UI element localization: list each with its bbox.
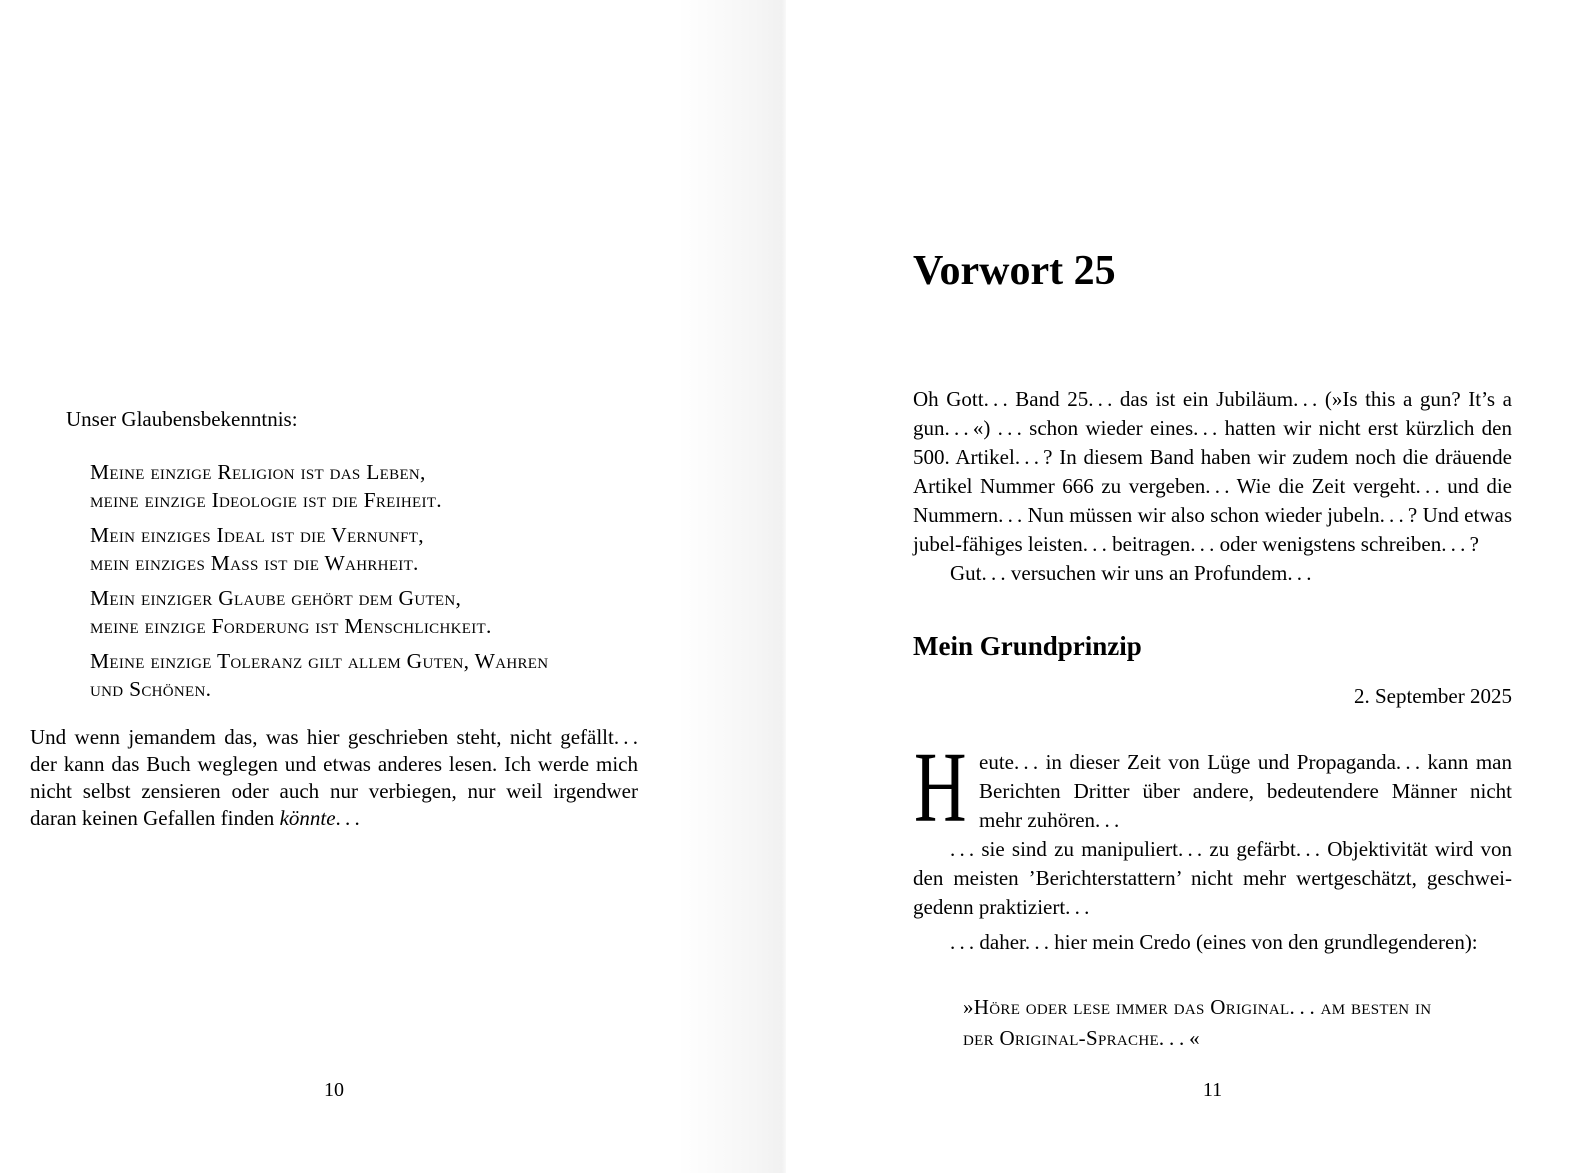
paragraph: . . . sie sind zu manipuliert. . . zu gefärbt. . . Objektivität wird von den meisten ’Berichterstattern’ nicht mehr wertgeschätzt, geschwei-gedenn praktiziert. . . — [913, 837, 1512, 919]
page-number-left: 10 — [324, 1079, 344, 1101]
page-number-right: 11 — [1202, 1079, 1223, 1101]
paragraph: eute. . . in dieser Zeit von Lüge und Propaganda. . . kann man Berichten Dritter über andere, bedeutendere Männer nicht mehr zuhören. . . — [979, 750, 1512, 832]
date-line: 2. September 2025 — [1353, 684, 1512, 708]
creed-block — [90, 458, 548, 710]
creed-stanza: Mein einziger Glaube gehört dem Guten, meine einzige Forderung ist Menschlichkeit. — [90, 586, 492, 638]
right-page — [786, 0, 1572, 1173]
creed-stanza: Meine einzige Toleranz gilt allem Guten, Wahren und Schönen. — [90, 649, 549, 701]
left-page-paragraph: Und wenn jemandem das, was hier geschrieben steht, nicht gefällt. . . der kann das Buch weglegen und etwas anderes lesen. Ich werde mich nicht selbst zensieren oder auch nur verbiegen, nur weil irgendwer daran keinen Gefallen finden könnte. . . — [30, 725, 638, 830]
section-heading: Mein Grundprinzip — [913, 631, 1142, 661]
chapter-title: Vorwort 25 — [913, 248, 1116, 294]
creed-stanza: Mein einziges Ideal ist die Vernunft, mein einziges Mass ist die Wahrheit. — [90, 523, 424, 575]
paragraph: Oh Gott. . . Band 25. . . das ist ein Jubiläum. . . (»Is this a gun? It’s a gun. . . «) . . . schon wieder eines. . . hatten wir nicht erst kürzlich den 500. Artikel. . . ? In diesem Band haben wir zudem noch die dräuende Artikel Nummer 666 zu vergeben. . . Wie die Zeit vergeht. . . und die Nummern. . . Nun müssen wir also schon wieder jubeln. . . ? Und etwas jubel-fähiges leisten. . . beitragen. . . oder wenigstens schreiben. . . ? — [913, 387, 1512, 556]
body-paragraphs — [913, 731, 1512, 957]
drop-cap-letter: H — [914, 731, 967, 843]
paragraph: . . . daher. . . hier mein Credo (eines von den grundlegenderen): — [950, 930, 1478, 954]
intro-paragraphs — [913, 385, 1512, 588]
creed-intro: Unser Glaubensbekenntnis: — [66, 407, 298, 431]
credo-quote: »Höre oder lese immer das Original. . . am besten in der Original-Sprache. . . « — [963, 995, 1432, 1050]
creed-stanza: Meine einzige Religion ist das Leben, meine einzige Ideologie ist die Freiheit. — [90, 460, 442, 512]
paragraph: Gut. . . versuchen wir uns an Profundem. . . — [950, 561, 1312, 585]
page-gutter-shadow — [676, 0, 786, 1173]
